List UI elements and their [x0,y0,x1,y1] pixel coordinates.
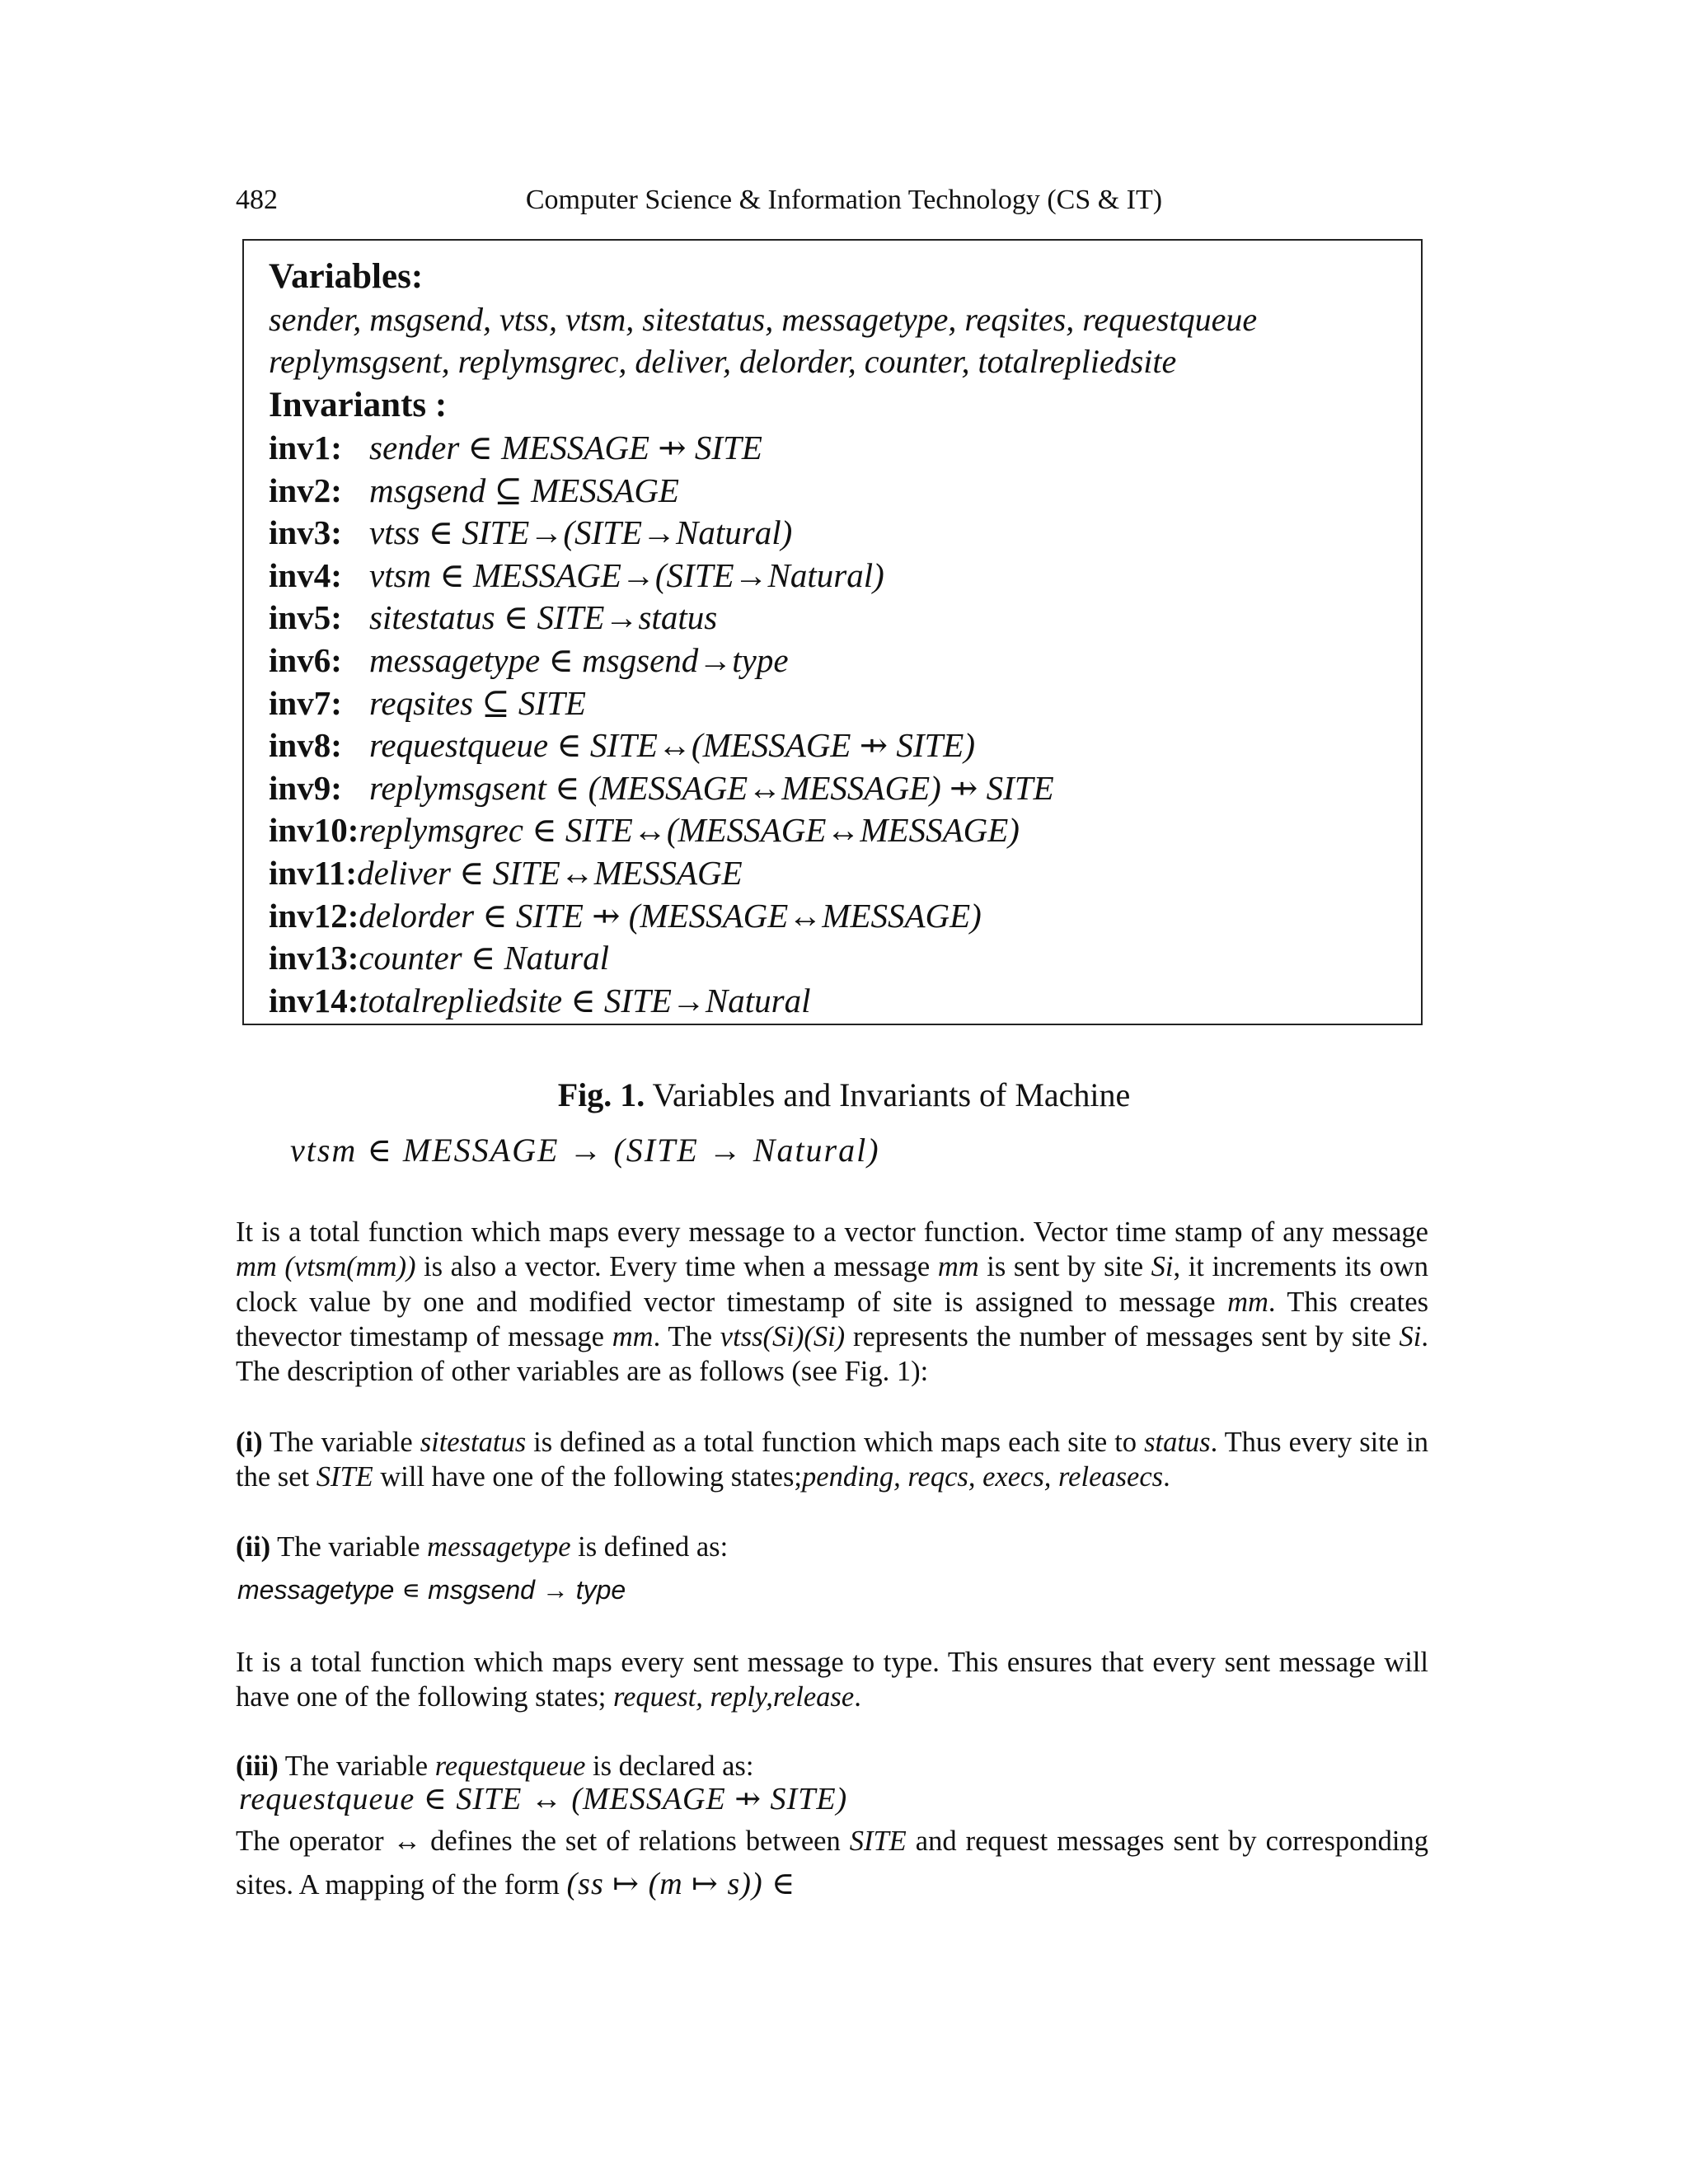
figure-caption [0,1076,1688,1114]
running-header: Computer Science & Information Technology (CS & IT) [525,185,1163,215]
invariant-label: inv1: [269,429,342,466]
invariant-label: inv4: [269,555,342,594]
invariant-row [269,895,1421,938]
formula-messagetype: messagetype ∊ msgsend → type [237,1575,626,1605]
invariant-expression: requestqueue ∈ SITE↔(MESSAGE ⇸ SITE) [369,726,975,765]
invariant-label: inv12: [269,896,359,935]
invariant-row [269,809,1421,852]
invariant-label: inv7: [269,683,342,722]
formula-vtsm: vtsm ∈ MESSAGE → (SITE → Natural) [290,1132,880,1169]
invariant-label: inv2: [269,471,342,509]
invariant-expression: counter ∈ Natural [359,939,610,977]
invariant-expression: reqsites ⊆ SITE [369,683,586,722]
paragraph-operator: The operator ↔ defines the set of relations between SITE and request messages sent by corresponding sites. A mapping of the form (ss ↦ (m ↦ s)) ∈ [236,1825,1428,1901]
invariant-label: inv13: [269,939,359,977]
figure-box [242,239,1423,1025]
invariant-row [269,980,1421,1023]
invariant-label: inv10: [269,811,359,850]
formula-mapping: (ss ↦ (m ↦ s)) ∈ [566,1867,796,1901]
invariant-label: inv3: [269,513,342,552]
invariant-row [269,852,1421,895]
invariant-expression: vtss ∈ SITE→(SITE→Natural) [369,513,793,552]
paragraph-type: It is a total function which maps every sent message to type. This ensures that every sent message will have one of the following states; request, reply,release. [236,1647,1428,1713]
variables-line-1: sender, msgsend, vtss, vtsm, sitestatus, messagetype, reqsites, requestqueue [269,301,1258,338]
invariant-expression: delorder ∈ SITE ⇸ (MESSAGE↔MESSAGE) [359,896,982,935]
invariant-row [269,640,1421,682]
invariant-label: inv14: [269,981,359,1019]
paragraph-messagetype: (ii) The variable messagetype is defined as: [236,1531,729,1563]
invariants-list [269,427,1421,1022]
invariants-heading: Invariants : [269,386,448,424]
invariant-row [269,682,1421,725]
invariant-label: inv5: [269,598,342,637]
invariant-row [269,767,1421,810]
invariant-label: inv11: [269,853,358,892]
invariant-expression: deliver ∈ SITE↔MESSAGE [357,853,743,892]
invariant-label: inv8: [269,726,342,765]
invariant-row [269,512,1421,555]
invariant-expression: messagetype ∈ msgsend→type [369,640,789,679]
paragraph-vtsm: It is a total function which maps every message to a vector function. Vector time stamp of any message mm (vtsm(mm)) is also a vector. Every time when a message mm is sent by site Si, it increments its own clock value by one and modified vector timestamp of site is assigned to message mm. This creates thevector timestamp of message mm. The vtss(Si)(Si) represents the number of messages sent by site Si. The description of other variables are as follows (see Fig. 1): [236,1216,1429,1388]
invariant-expression: replymsgsent ∈ (MESSAGE↔MESSAGE) ⇸ SITE [369,768,1054,807]
invariant-expression: msgsend ⊆ MESSAGE [369,471,679,509]
page-number: 482 [236,185,278,215]
invariant-row [269,427,1421,470]
invariant-row [269,470,1421,513]
paragraph-sitestatus: (i) The variable sitestatus is defined as a total function which maps each site to status. Thus every site in the set SITE will have one of the following states;pending, reqcs, execs, releasecs. [236,1427,1428,1493]
invariant-expression: sitestatus ∈ SITE→status [369,598,718,637]
invariant-row [269,555,1421,598]
invariant-label: inv9: [269,768,342,807]
formula-requestqueue: requestqueue ∈ SITE ↔ (MESSAGE ⇸ SITE) [239,1782,848,1816]
invariant-expression: sender ∈ MESSAGE ⇸ SITE [369,429,762,466]
invariant-row [269,937,1421,980]
invariant-row [269,724,1421,767]
invariant-row [269,597,1421,640]
invariant-expression: totalrepliedsite ∈ SITE→Natural [359,981,811,1019]
invariant-expression: replymsgrec ∈ SITE↔(MESSAGE↔MESSAGE) [359,811,1020,850]
invariant-label: inv6: [269,640,342,679]
invariant-expression: vtsm ∈ MESSAGE→(SITE→Natural) [369,555,884,594]
caption-text: Variables and Invariants of Machine [652,1076,1131,1113]
variables-line-2: replymsgsent, replymsgrec, deliver, delorder, counter, totalrepliedsite [269,343,1177,380]
paragraph-requestqueue: (iii) The variable requestqueue is declared as: [236,1750,754,1782]
variables-heading: Variables: [269,257,424,296]
caption-label: Fig. 1. [557,1076,645,1113]
